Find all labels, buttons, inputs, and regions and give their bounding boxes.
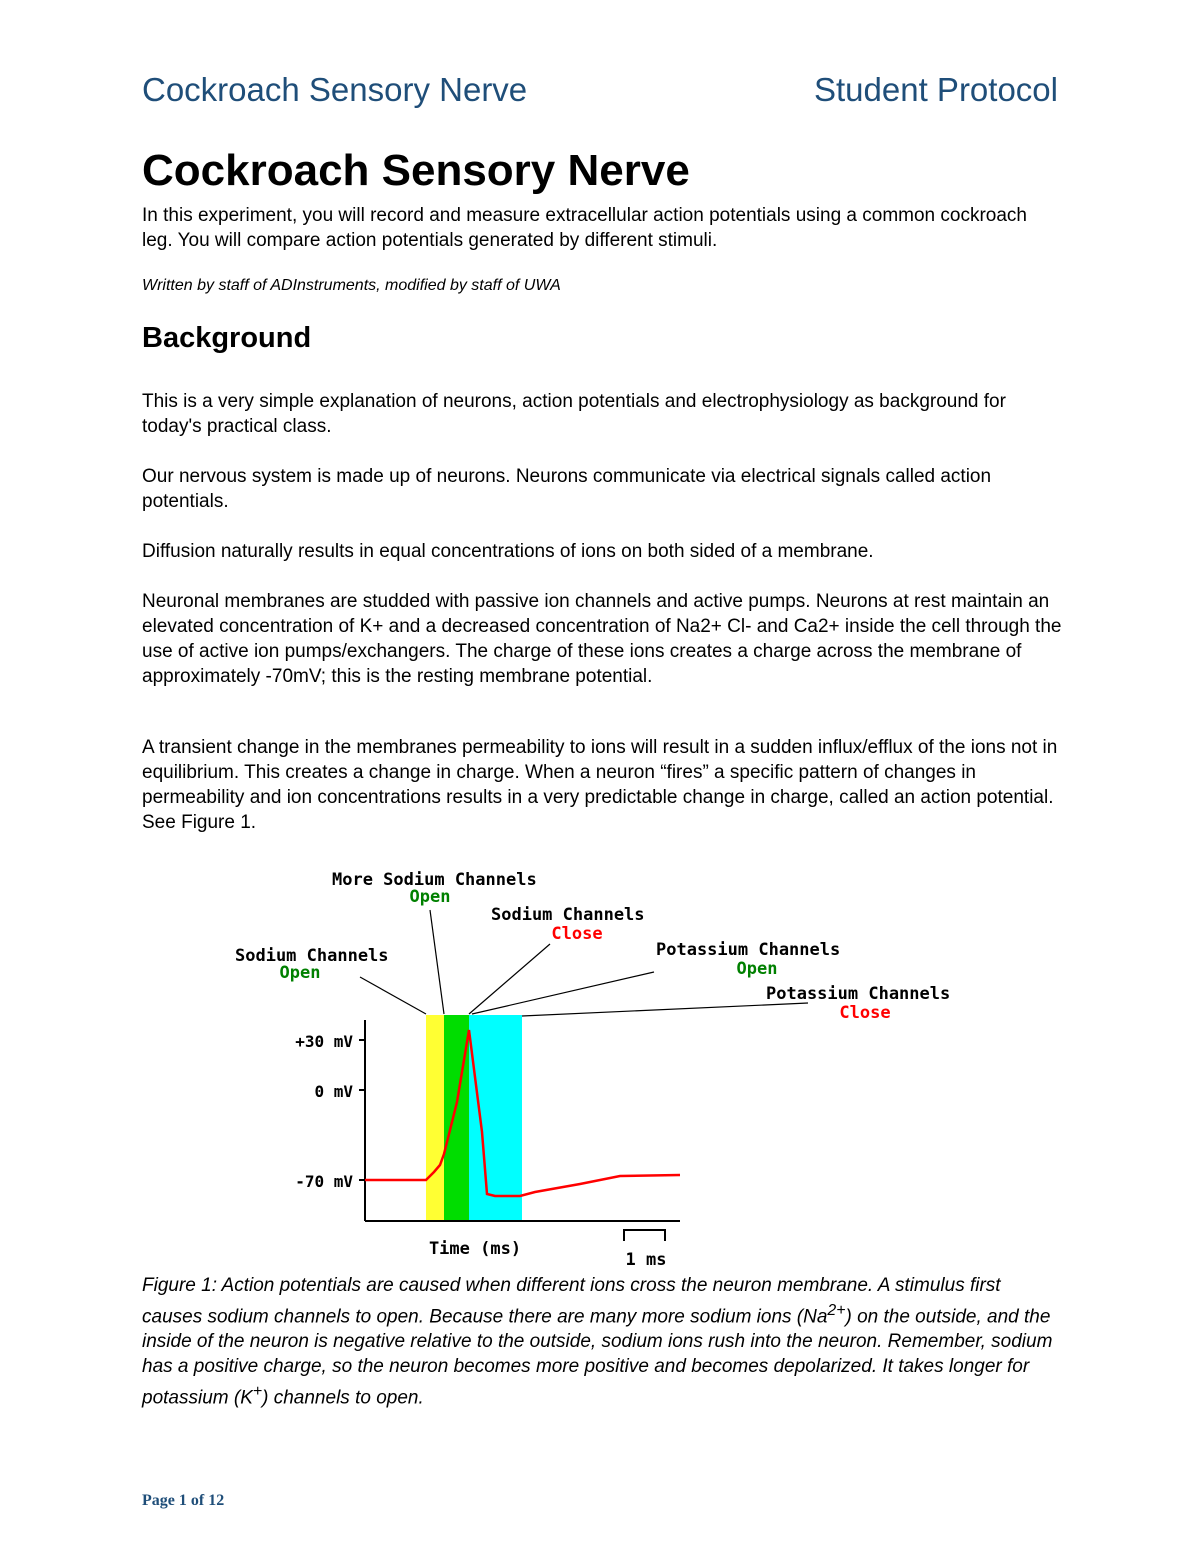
page-title: Cockroach Sensory Nerve	[142, 146, 690, 195]
y-tick-label-30: +30 mV	[295, 1032, 353, 1051]
caption-superscript-na: 2+	[827, 1302, 846, 1319]
callout-line-sodium-close	[469, 944, 550, 1014]
action-potential-figure	[220, 862, 980, 1272]
caption-part-2: ) on the outside, and the inside of the neuron is negative relative to the outside, sodium ions rush into the neuron. Remember, sodium has a positive charge, so the neuron becomes more positive and becomes depolarized. It takes longer for potassium (K	[142, 1306, 1053, 1409]
action-potential-trace	[365, 1030, 680, 1196]
callout-line-sodium-open	[360, 977, 426, 1014]
x-axis-label: Time (ms)	[428, 1239, 522, 1259]
scale-bar-label: 1 ms	[625, 1250, 667, 1270]
background-heading: Background	[142, 322, 312, 354]
caption-part-3: ) channels to open.	[262, 1387, 424, 1409]
caption-superscript-k: +	[252, 1383, 263, 1401]
phase-band-sodium-close	[469, 1015, 522, 1221]
callout-line-potassium-open	[472, 972, 654, 1014]
paragraph-3: Diffusion naturally results in equal concentrations of ions on both sided of a membrane.	[142, 541, 874, 562]
callout-line-more-sodium	[430, 910, 444, 1014]
figure-caption	[142, 1273, 1062, 1411]
label-more-sodium-state: Open	[409, 887, 451, 907]
scale-bar	[624, 1230, 665, 1241]
paragraph-5: A transient change in the membranes permeability to ions will result in a sudden influx/efflux of the ions not in equilibrium. This creates a change in charge. When a neuron “fires” a specific pattern of changes in permeability and ion concentrations results in a very predictable change in charge, called an action potential. See Figure 1.	[142, 737, 1058, 833]
page-number: Page 1 of 12	[142, 1492, 225, 1509]
label-potassium-channels-open: Potassium Channels	[656, 940, 841, 960]
caption-part-1: Figure 1: Action potentials are caused when different ions cross the neuron membrane. A stimulus first causes sodium channels to open. Because there are many more sodium ions (Na	[142, 1275, 1001, 1328]
running-header-title: Cockroach Sensory Nerve	[142, 71, 528, 108]
label-potassium-close-state: Close	[839, 1003, 891, 1023]
label-sodium-channels-close: Sodium Channels	[491, 905, 645, 925]
label-sodium-open-state: Open	[279, 963, 321, 983]
label-sodium-channels-open: Sodium Channels	[235, 946, 389, 966]
running-header-subtitle: Student Protocol	[814, 71, 1058, 108]
label-potassium-open-state: Open	[736, 959, 778, 979]
phase-band-sodium-open	[426, 1015, 444, 1221]
label-sodium-close-state: Close	[551, 924, 603, 944]
y-tick-label-70: -70 mV	[295, 1172, 353, 1191]
label-potassium-channels-close: Potassium Channels	[766, 984, 951, 1004]
y-tick-label-0: 0 mV	[314, 1082, 353, 1101]
callout-line-potassium-close	[522, 1003, 808, 1016]
intro-paragraph: In this experiment, you will record and measure extracellular action potentials using a common cockroach leg. You will compare action potentials generated by different stimuli.	[142, 205, 1027, 251]
paragraph-4: Neuronal membranes are studded with passive ion channels and active pumps. Neurons at rest maintain an elevated concentration of K+ and a decreased concentration of Na2+ Cl- and Ca2+ inside the cell through the use of active ion pumps/exchangers. The charge of these ions creates a charge across the membrane of approximately -70mV; this is the resting membrane potential.	[142, 591, 1062, 687]
credit-line: Written by staff of ADInstruments, modified by staff of UWA	[142, 277, 561, 294]
paragraph-2: Our nervous system is made up of neurons. Neurons communicate via electrical signals called action potentials.	[142, 466, 992, 512]
paragraph-1: This is a very simple explanation of neurons, action potentials and electrophysiology as background for today's practical class.	[142, 391, 1006, 437]
label-more-sodium-channels: More Sodium Channels	[332, 870, 537, 890]
